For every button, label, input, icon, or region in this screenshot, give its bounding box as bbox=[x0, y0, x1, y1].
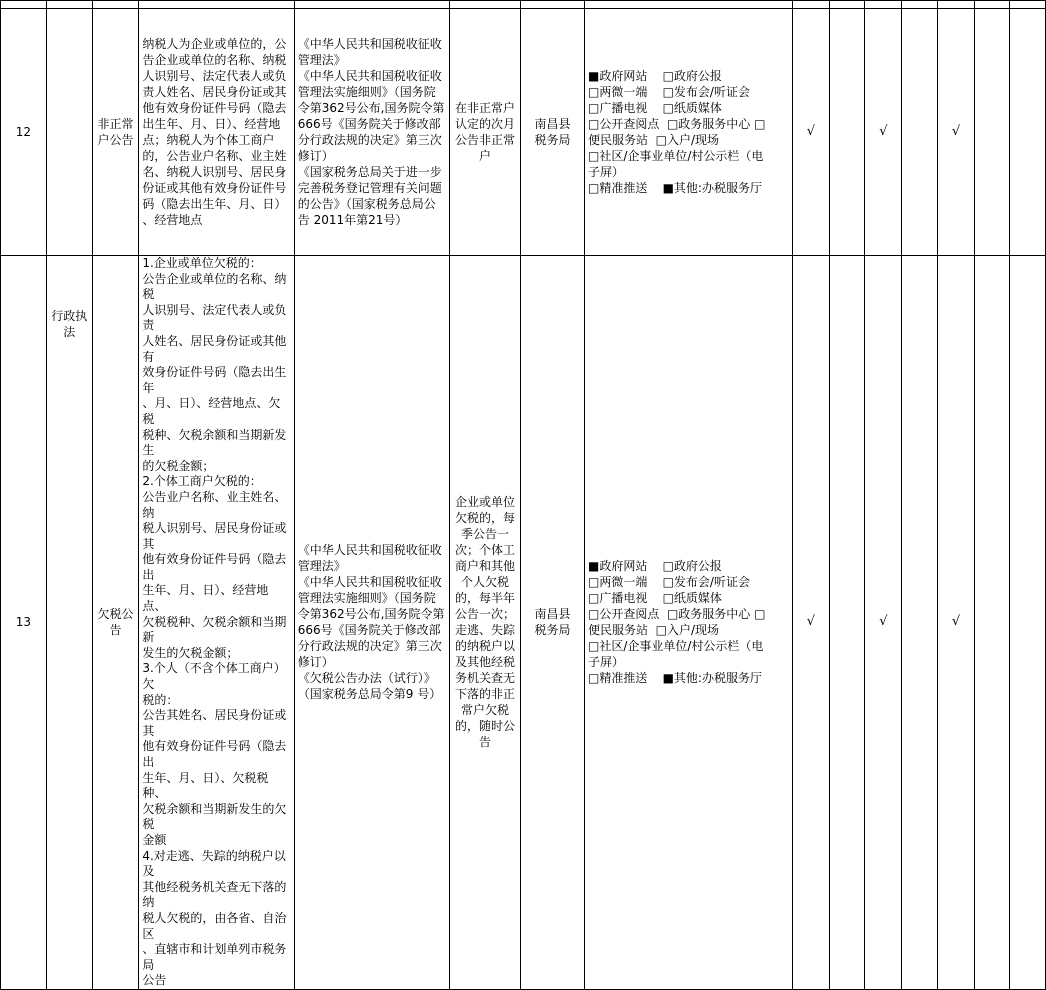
content-cell: 纳税人为企业或单位的，公 告企业或单位的名称、纳税 人识别号、法定代表人或负 责人姓名、居民身份证或其 他有效身份证件号码（隐去 出生年、月、日）、经营地 点；纳税人为个体工商户 的，公告业户名称、业主姓 名、纳税人识别号、居民身 份证或其他有效身份证件号 码（隐去出生年、月、日） 、经营地点 bbox=[139, 9, 294, 256]
channels-cell: ■政府网站 □政府公报 □两微一端 □发布会/听证会 □广播电视 □纸质媒体 □公开查阅点 □政务服务中心 □ 便民服务站 □入户/现场 □社区/企事业单位/村公示栏（电 子屏） □精准推送 ■其他:办税服务厅 bbox=[585, 256, 793, 990]
item-cell: 欠税公 告 bbox=[92, 256, 139, 990]
basis-cell: 《中华人民共和国税收征收 管理法》 《中华人民共和国税收征收 管理法实施细则》（国务院 令第362号公布,国务院令第 666号《国务院关于修改部 分行政法规的决定》第三次 修订） 《国家税务总局关于进一步 完善税务登记管理有关问题 的公告》（国家税务总局公 告 2011年第21号） bbox=[294, 9, 449, 256]
table-row bbox=[1, 1, 1046, 9]
cell bbox=[92, 1, 139, 9]
check-cell: √ bbox=[937, 9, 974, 256]
item-cell: 非正常 户公告 bbox=[92, 9, 139, 256]
check-cell: √ bbox=[792, 256, 829, 990]
cell bbox=[829, 256, 864, 990]
category-cell-top bbox=[46, 9, 92, 256]
cell bbox=[829, 9, 864, 256]
cell bbox=[450, 1, 521, 9]
cell bbox=[1010, 1, 1046, 9]
cell bbox=[585, 1, 793, 9]
cell bbox=[902, 256, 937, 990]
cell bbox=[902, 1, 937, 9]
cell bbox=[975, 256, 1010, 990]
category-cell: 行政执 法 bbox=[46, 256, 92, 990]
cell bbox=[1010, 256, 1046, 990]
cell bbox=[46, 1, 92, 9]
table-row bbox=[1, 9, 1046, 256]
cell bbox=[829, 1, 864, 9]
timing-cell: 企业或单位 欠税的，每 季公告一 次；个体工 商户和其他 个人欠税 的，每半年 公告一次； 走逃、失踪 的纳税户以 及其他经税 务机关查无 下落的非正 常户欠税 的，随时公 告 bbox=[450, 256, 521, 990]
check-cell: √ bbox=[792, 9, 829, 256]
cell bbox=[865, 1, 902, 9]
timing-cell: 在非正常户 认定的次月 公告非正常 户 bbox=[450, 9, 521, 256]
cell bbox=[520, 1, 584, 9]
cell bbox=[937, 1, 974, 9]
channels-cell: ■政府网站 □政府公报 □两微一端 □发布会/听证会 □广播电视 □纸质媒体 □公开查阅点 □政务服务中心 □ 便民服务站 □入户/现场 □社区/企事业单位/村公示栏（电 子屏） □精准推送 ■其他:办税服务厅 bbox=[585, 9, 793, 256]
cell bbox=[975, 9, 1010, 256]
cell bbox=[139, 1, 294, 9]
check-cell: √ bbox=[865, 256, 902, 990]
cell bbox=[1010, 9, 1046, 256]
cell bbox=[792, 1, 829, 9]
cell bbox=[975, 1, 1010, 9]
check-cell: √ bbox=[937, 256, 974, 990]
cell bbox=[902, 9, 937, 256]
cell bbox=[1, 1, 47, 9]
cell bbox=[294, 1, 449, 9]
seq-cell: 12 bbox=[1, 9, 47, 256]
content-cell: 1.企业或单位欠税的： 公告企业或单位的名称、纳税 人识别号、法定代表人或负责 人姓名、居民身份证或其他有 效身份证件号码（隐去出生年 、月、日）、经营地点、欠税 税种、欠税余额和当期新发生 的欠税金额； 2.个体工商户欠税的： 公告业户名称、业主姓名、纳 税人识别号、居民身份证或其 他有效身份证件号码（隐去出 生年、月、日）、经营地点、 欠税税种、欠税余额和当期新 发生的欠税金额； 3.个人（不含个体工商户）欠 税的： 公告其姓名、居民身份证或其 他有效身份证件号码（隐去出 生年、月、日）、欠税税种、 欠税余额和当期新发生的欠税 金额 4.对走逃、失踪的纳税户以及 其他经税务机关查无下落的纳 税人欠税的，由各省、自治区 、直辖市和计划单列市税务局 公告 bbox=[139, 256, 294, 990]
subject-cell: 南昌县 税务局 bbox=[520, 9, 584, 256]
basis-cell: 《中华人民共和国税收征收 管理法》 《中华人民共和国税收征收 管理法实施细则》（国务院 令第362号公布,国务院令第 666号《国务院关于修改部 分行政法规的决定》第三次 修订） 《欠税公告办法（试行）》 （国家税务总局令第9 号） bbox=[294, 256, 449, 990]
check-cell: √ bbox=[865, 9, 902, 256]
seq-cell: 13 bbox=[1, 256, 47, 990]
subject-cell: 南昌县 税务局 bbox=[520, 256, 584, 990]
table-row bbox=[1, 256, 1046, 990]
